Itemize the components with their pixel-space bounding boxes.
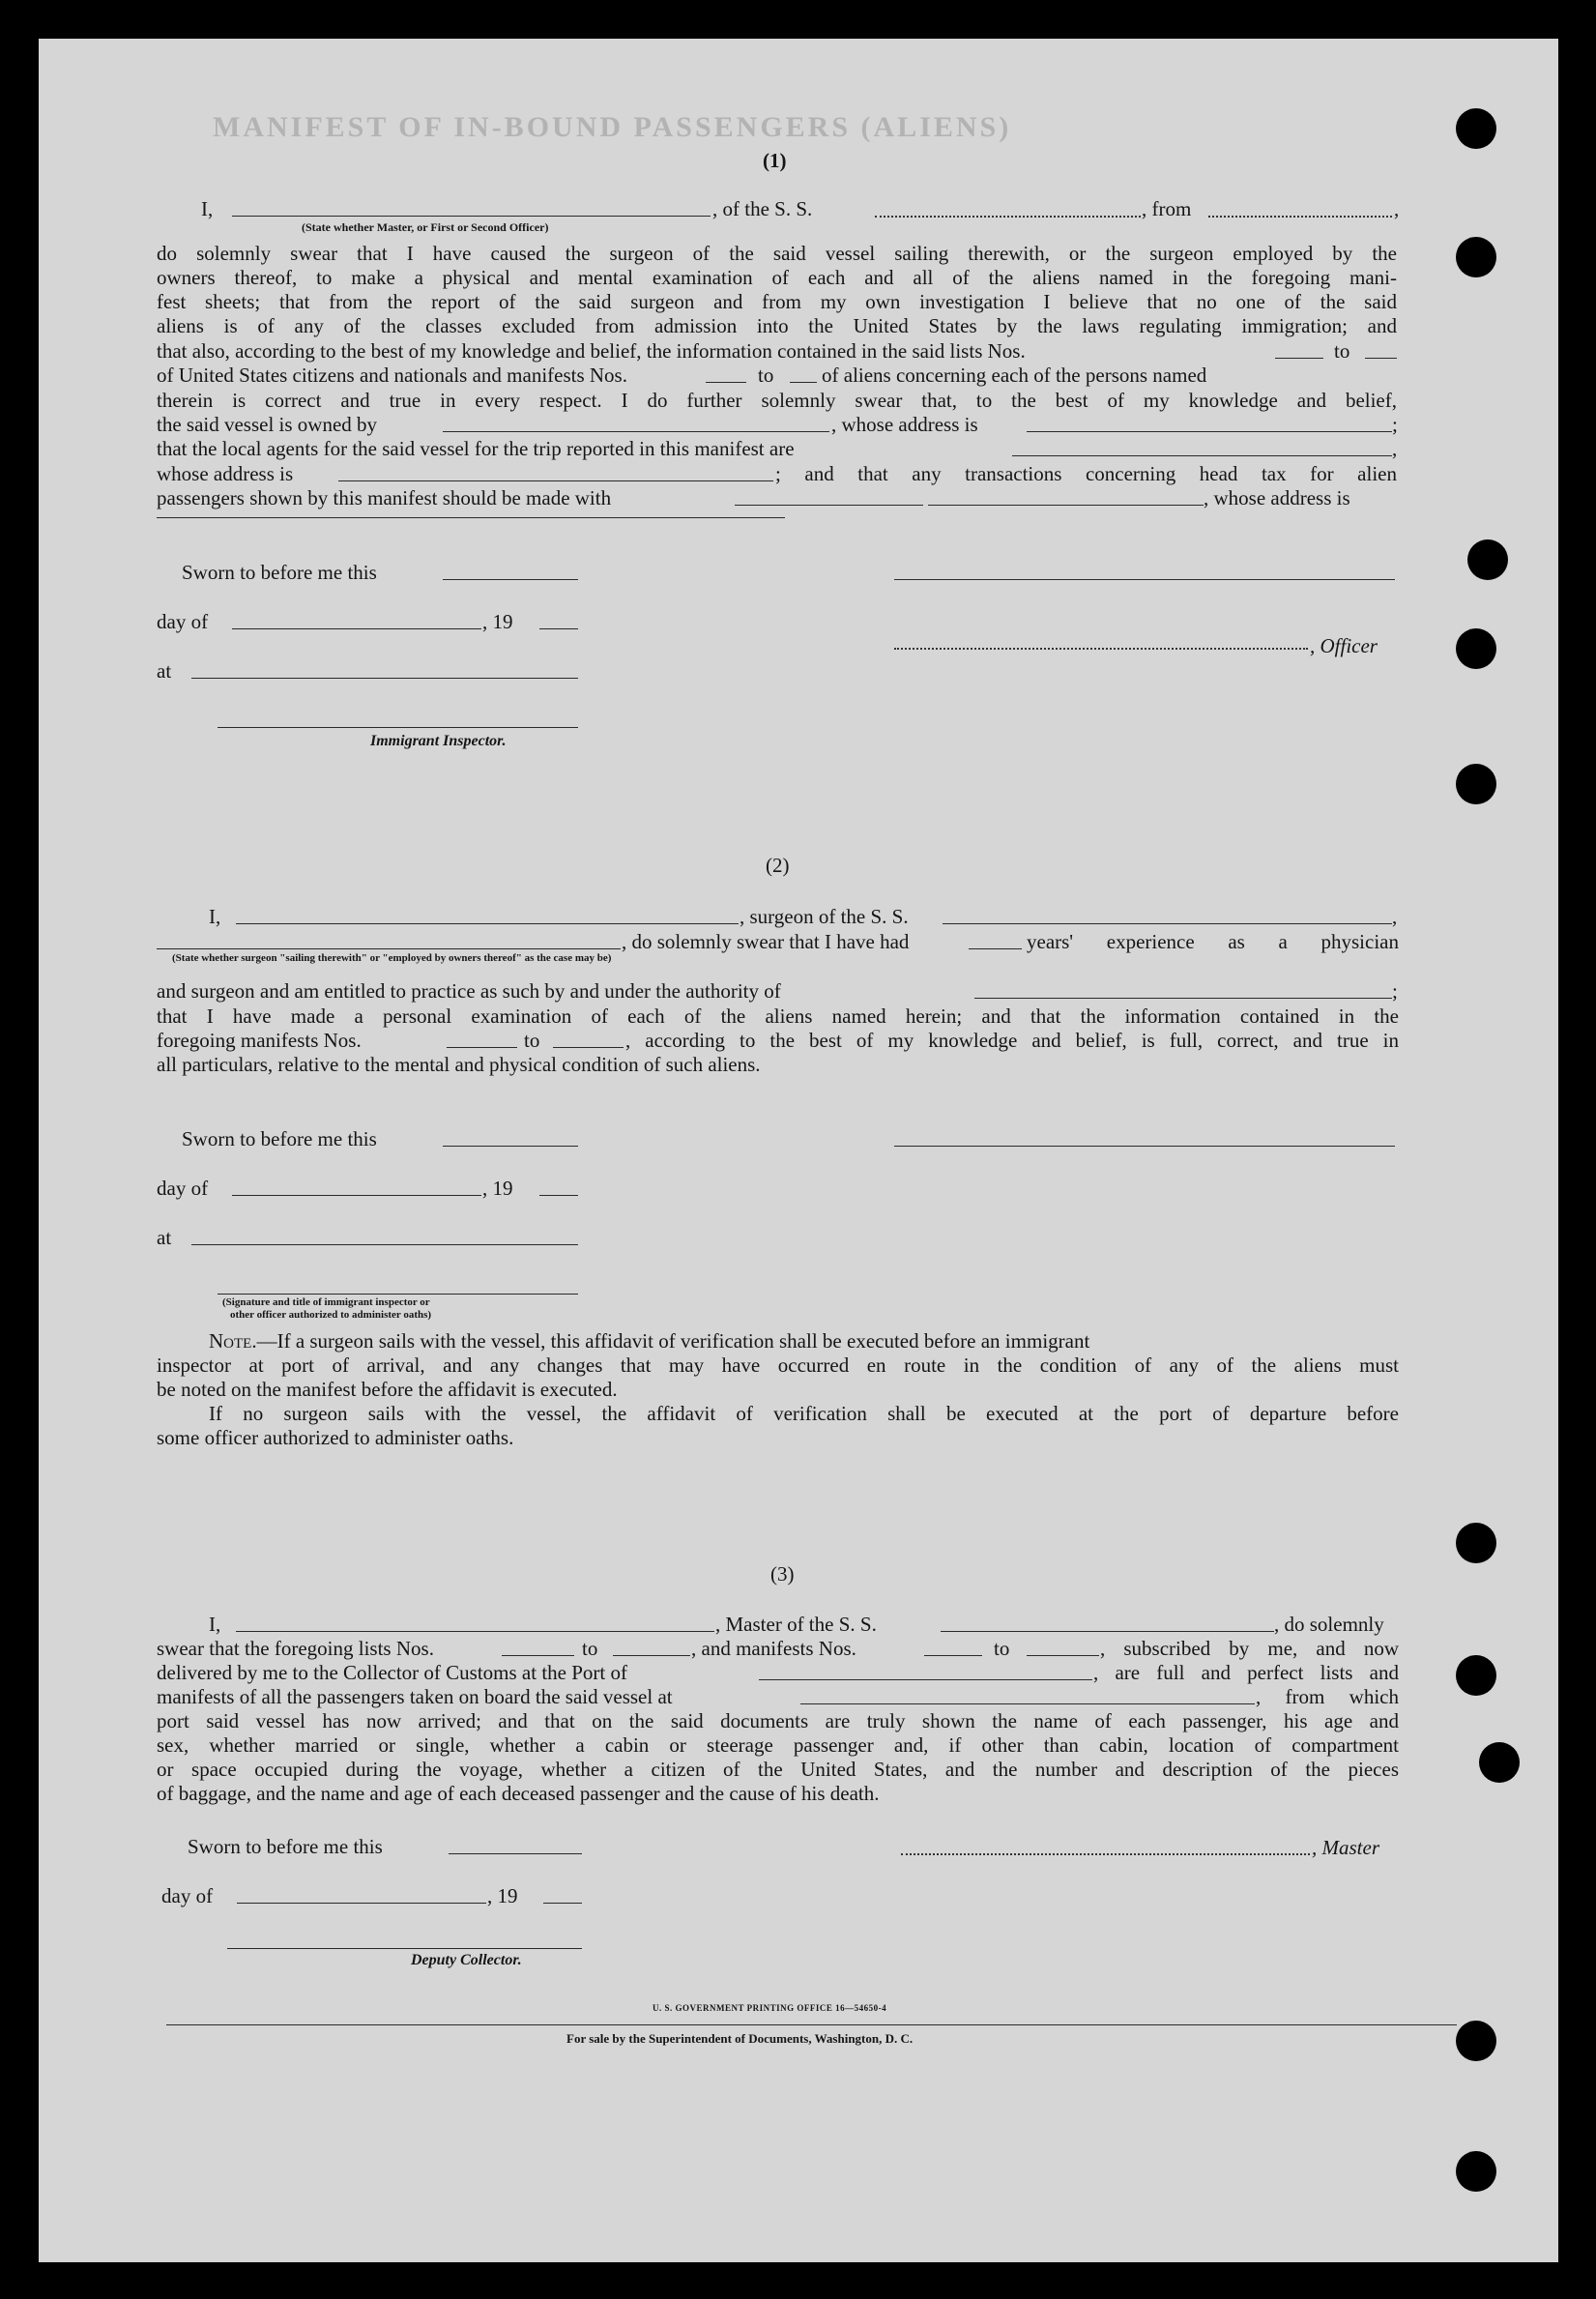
s1-agents-line[interactable]: [1012, 455, 1392, 456]
s2-note-line-1: [209, 1331, 1089, 1352]
s1-manifests-text: of United States citizens and nationals and manifests Nos.: [157, 364, 627, 387]
s2-sig-hint-1: (Signature and title of immigrant inspector or: [222, 1296, 430, 1308]
s1-headtax-line-b[interactable]: [928, 505, 1204, 506]
punch-hole: [1456, 1655, 1496, 1696]
s1-officer-signature-line[interactable]: [894, 579, 1395, 580]
s3-manifests-to: to: [994, 1637, 1010, 1660]
s1-semicolon: ;: [1392, 413, 1398, 436]
s1-year: , 19: [482, 610, 513, 633]
s1-line: therein is correct and true in every respect. I do further solemnly swear that, to the best of my knowledge and belief,: [157, 389, 1397, 412]
s1-sworn-line[interactable]: [443, 579, 578, 580]
s1-manifests-to-line[interactable]: [790, 382, 817, 383]
s3-day-line[interactable]: [237, 1903, 486, 1904]
s3-line: port said vessel has now arrived; and that on the said documents are truly shown the name of each passenger, his age and: [157, 1709, 1399, 1732]
s3-subscribed-text: , subscribed by me, and now: [1100, 1637, 1399, 1660]
punch-hole: [1456, 764, 1496, 804]
s2-swear: , do solemnly swear that I have had: [622, 930, 910, 953]
s3-year-line[interactable]: [543, 1903, 582, 1904]
s2-years-text: years' experience as a physician: [1027, 930, 1399, 953]
section-1-number: (1): [763, 149, 787, 172]
s1-comma: ,: [1392, 437, 1398, 460]
s1-headtax-address: , whose address is: [1204, 486, 1350, 509]
s3-lists-to-line[interactable]: [613, 1655, 690, 1656]
s2-line: that I have made a personal examination of each of the aliens named herein; and that the information contained in the: [157, 1004, 1399, 1028]
s1-line: do solemnly swear that I have caused the surgeon of the said vessel sailing therewith, or the surgeon employed by the: [157, 242, 1397, 265]
s1-line: fest sheets; that from the report of the said surgeon and from my own investigation I believe that no one of the said: [157, 290, 1397, 313]
s2-surgeon-signature-line[interactable]: [894, 1146, 1395, 1147]
s1-line: aliens is of any of the classes excluded from admission into the United States by the laws regulating immigration; and: [157, 314, 1397, 337]
s2-year: , 19: [482, 1177, 513, 1200]
s1-agent-address-line[interactable]: [338, 480, 773, 481]
s1-from: , from: [1142, 197, 1192, 220]
s1-owned-by: the said vessel is owned by: [157, 413, 378, 436]
s3-i: I,: [209, 1613, 221, 1636]
s1-lists-text: that also, according to the best of my knowledge and belief, the information contained in the said lists Nos.: [157, 339, 1026, 363]
s2-end: ,: [1392, 905, 1398, 928]
s3-year: , 19: [487, 1884, 518, 1907]
s1-day-line[interactable]: [232, 628, 481, 629]
s2-sig-hint-2: other officer authorized to administer oaths): [230, 1309, 432, 1321]
gpo-imprint: U. S. GOVERNMENT PRINTING OFFICE 16—54650-4: [653, 2003, 887, 2013]
s2-years-line[interactable]: [969, 948, 1022, 949]
s3-manifests-to-line[interactable]: [1027, 1655, 1099, 1656]
s1-line: owners thereof, to make a physical and mental examination of each and all of the aliens named in the foregoing mani-: [157, 266, 1397, 289]
s3-manifests-from-line[interactable]: [924, 1655, 982, 1656]
s2-dayof: day of: [157, 1177, 209, 1200]
s3-dayof: day of: [161, 1884, 214, 1907]
note-text: —If a surgeon sails with the vessel, this affidavit of verification shall be executed before an immigrant: [256, 1329, 1090, 1353]
punch-hole: [1456, 108, 1496, 149]
s2-i: I,: [209, 905, 221, 928]
s2-day-line[interactable]: [232, 1195, 481, 1196]
s3-lists-to: to: [582, 1637, 598, 1660]
form-page: [39, 39, 1558, 2262]
bleed-through-header: MANIFEST OF IN-BOUND PASSENGERS (ALIENS): [213, 111, 1012, 143]
s3-from-which: , from which: [1256, 1685, 1399, 1708]
s2-vessel-line[interactable]: [943, 923, 1392, 924]
section-3-number: (3): [770, 1562, 795, 1586]
punch-hole: [1456, 2151, 1496, 2192]
s1-year-line[interactable]: [539, 628, 578, 629]
s2-hint: (State whether surgeon "sailing therewith" or "employed by owners thereof" as the case may be): [172, 952, 612, 964]
s3-master-signature-line[interactable]: [901, 1853, 1310, 1855]
punch-hole: [1467, 539, 1508, 580]
s3-vessel-line[interactable]: [941, 1631, 1274, 1632]
s3-lists-text: swear that the foregoing lists Nos.: [157, 1637, 434, 1660]
s1-owner-address-label: , whose address is: [831, 413, 978, 436]
note-label: Note.: [209, 1329, 257, 1353]
punch-hole: [1479, 1742, 1520, 1783]
s2-sworn: Sworn to before me this: [182, 1127, 377, 1150]
s2-surgeon-name-line[interactable]: [236, 923, 739, 924]
s2-note-line: If no surgeon sails with the vessel, the affidavit of verification shall be executed at the port of departure before: [209, 1402, 1399, 1425]
s3-deputy-signature-line[interactable]: [227, 1948, 582, 1949]
s1-dayof: day of: [157, 610, 209, 633]
s1-headtax-line-a[interactable]: [735, 505, 923, 506]
s1-lists-to-line[interactable]: [1365, 358, 1397, 359]
s3-master-label: , Master: [1312, 1836, 1379, 1859]
s3-deputy-label: Deputy Collector.: [411, 1952, 522, 1968]
s1-officer-name-line[interactable]: [232, 216, 711, 217]
s1-state-hint: (State whether Master, or First or Second Officer): [302, 220, 549, 234]
s3-port-line[interactable]: [759, 1679, 1092, 1680]
s3-lists-from-line[interactable]: [502, 1655, 574, 1656]
punch-hole: [1456, 1523, 1496, 1563]
s2-sworn-line[interactable]: [443, 1146, 578, 1147]
s1-of-ss: , of the S. S.: [712, 197, 813, 220]
sale-notice: For sale by the Superintendent of Documents, Washington, D. C.: [566, 2031, 914, 2046]
s1-at-line[interactable]: [191, 678, 578, 679]
footer-rule: [166, 2024, 1457, 2025]
s1-lists-from-line[interactable]: [1275, 358, 1323, 359]
s2-semicolon: ;: [1392, 979, 1398, 1003]
s1-owner-line[interactable]: [443, 431, 829, 432]
punch-hole: [1456, 628, 1496, 669]
s3-manifests-text: , and manifests Nos.: [691, 1637, 856, 1660]
s3-collector-text: delivered by me to the Collector of Customs at the Port of: [157, 1661, 627, 1684]
s2-sailing-line[interactable]: [157, 948, 621, 949]
s2-year-line[interactable]: [539, 1195, 578, 1196]
s3-master-of: , Master of the S. S.: [715, 1613, 877, 1636]
s1-inspector-signature-line[interactable]: [218, 727, 578, 728]
s3-vessel-at-text: manifests of all the passengers taken on board the said vessel at: [157, 1685, 673, 1708]
s1-vessel-line[interactable]: [875, 216, 1141, 218]
s2-manifests-from-line[interactable]: [447, 1047, 517, 1048]
s1-continuation-line[interactable]: [157, 517, 785, 518]
s1-inspector-label: Immigrant Inspector.: [370, 733, 507, 749]
s2-line: all particulars, relative to the mental and physical condition of such aliens.: [157, 1053, 761, 1076]
s1-sworn: Sworn to before me this: [182, 561, 377, 584]
s2-authority-line[interactable]: [974, 998, 1392, 999]
s2-manifests-to: to: [524, 1029, 540, 1052]
punch-hole: [1456, 2021, 1496, 2061]
s2-authority-text: and surgeon and am entitled to practice as such by and under the authority of: [157, 979, 781, 1003]
s1-aliens-text: of aliens concerning each of the persons named: [822, 364, 1207, 387]
s1-agents-text: that the local agents for the said vessel for the trip reported in this manifest are: [157, 437, 795, 460]
s2-manifests-to-line[interactable]: [553, 1047, 624, 1048]
s2-inspector-signature-line[interactable]: [218, 1294, 578, 1295]
s1-lists-to: to: [1334, 339, 1350, 363]
s3-master-name-line[interactable]: [236, 1631, 714, 1632]
s2-at-line[interactable]: [191, 1244, 578, 1245]
s3-solemnly: , do solemnly: [1274, 1613, 1384, 1636]
s3-line: of baggage, and the name and age of each deceased passenger and the cause of his death.: [157, 1782, 880, 1805]
s2-full-correct-text: , according to the best of my knowledge and belief, is full, correct, and true in: [625, 1029, 1399, 1052]
section-2-number: (2): [766, 854, 790, 877]
s2-surgeon-of: , surgeon of the S. S.: [740, 905, 909, 928]
s2-note-line: be noted on the manifest before the affidavit is executed.: [157, 1378, 618, 1401]
s2-note-line: inspector at port of arrival, and any changes that may have occurred en route in the condition of any of the aliens must: [157, 1353, 1399, 1377]
s3-perfect-text: , are full and perfect lists and: [1093, 1661, 1399, 1684]
s3-sworn-line[interactable]: [449, 1853, 582, 1854]
s1-owner-address-line[interactable]: [1027, 431, 1392, 432]
s1-manifests-to: to: [758, 364, 774, 387]
s1-officer-label: , Officer: [1310, 634, 1378, 657]
s1-agent-address-label: whose address is: [157, 462, 294, 485]
s1-officer-title-line[interactable]: [894, 648, 1308, 650]
s1-end: ,: [1394, 197, 1400, 220]
s2-at: at: [157, 1226, 172, 1249]
s1-i: I,: [201, 197, 214, 220]
s3-sworn: Sworn to before me this: [188, 1835, 383, 1858]
s1-headtax-with: passengers shown by this manifest should be made with: [157, 486, 612, 509]
s3-departure-port-line[interactable]: [800, 1703, 1255, 1704]
s1-from-line[interactable]: [1208, 216, 1392, 218]
s2-note-line: some officer authorized to administer oaths.: [157, 1426, 514, 1449]
s1-manifests-from-line[interactable]: [706, 382, 746, 383]
s2-manifests-text: foregoing manifests Nos.: [157, 1029, 362, 1052]
s3-line: or space occupied during the voyage, whether a citizen of the United States, and the number and description of the pieces: [157, 1758, 1399, 1781]
s1-at: at: [157, 659, 172, 683]
s1-headtax-text: ; and that any transactions concerning head tax for alien: [775, 462, 1397, 485]
punch-hole: [1456, 237, 1496, 277]
s3-line: sex, whether married or single, whether a cabin or steerage passenger and, if other than cabin, location of compartment: [157, 1733, 1399, 1757]
